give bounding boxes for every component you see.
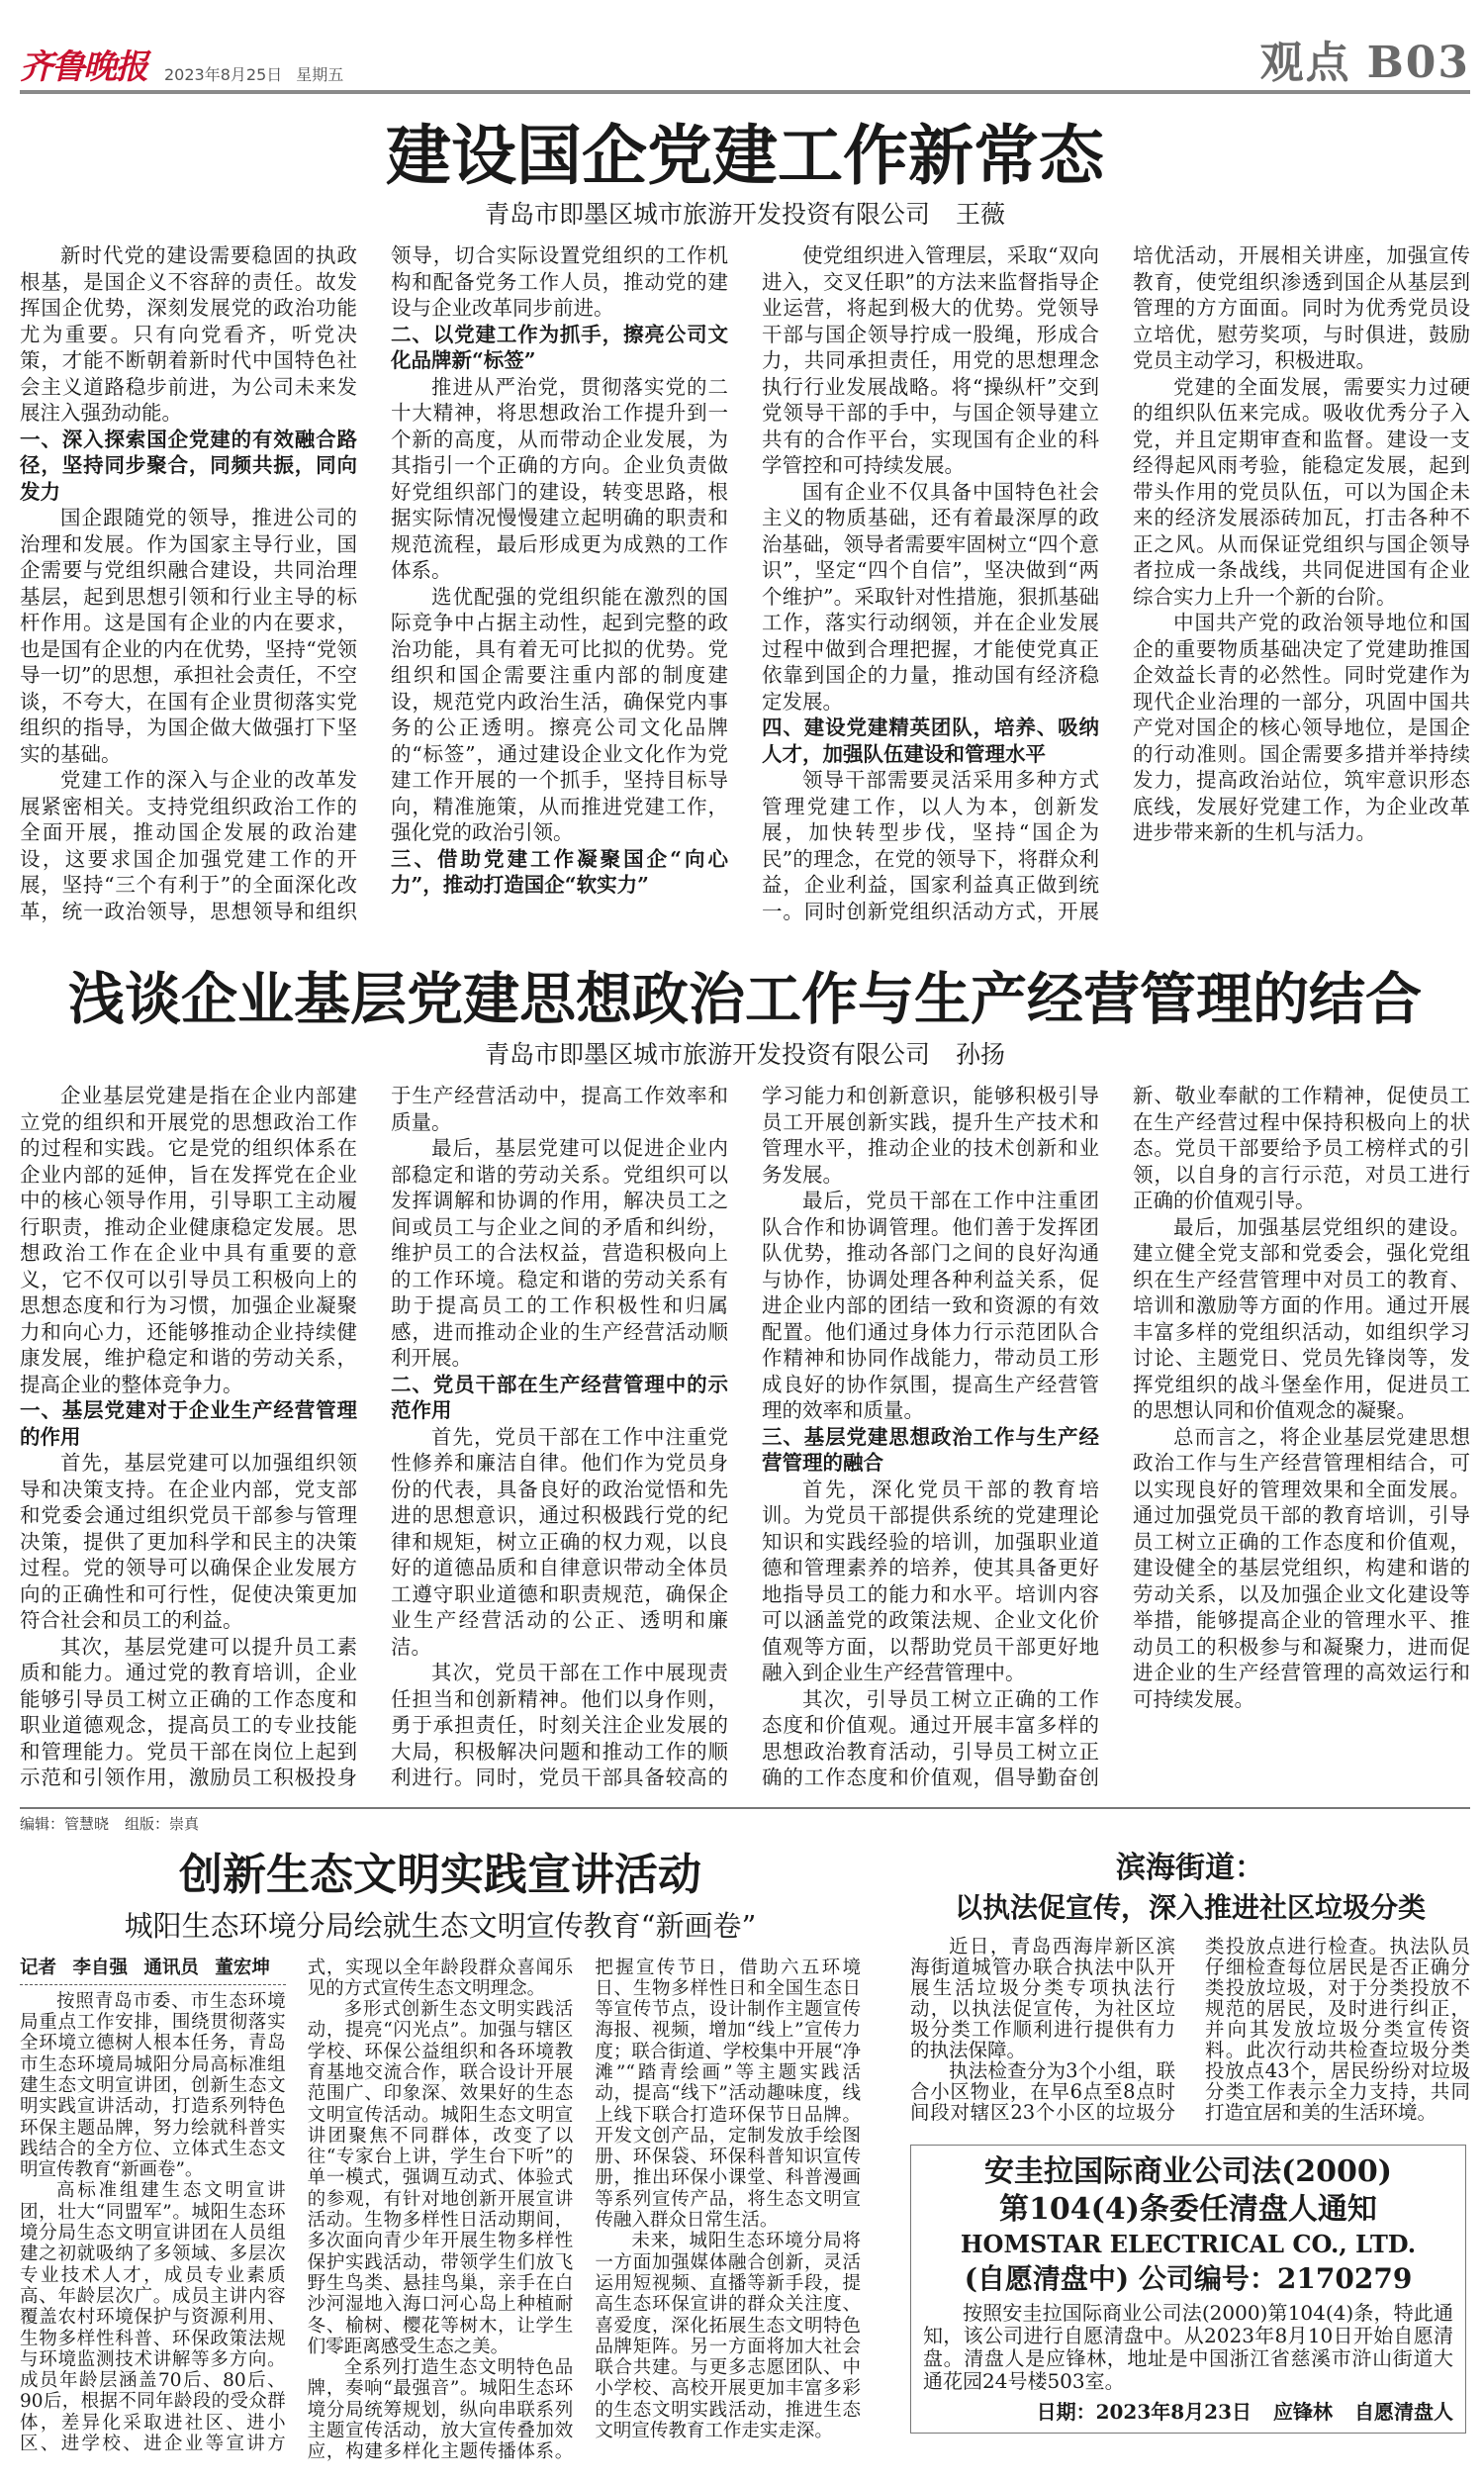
article1-byline xyxy=(20,199,1470,231)
masthead xyxy=(20,0,1470,87)
section-heading: 四、建设党建精英团队，培养、吸纳人才，加强队伍建设和管理水平 xyxy=(762,716,1099,766)
notice-company-en: HOMSTAR ELECTRICAL CO., LTD. xyxy=(960,2229,1417,2258)
paragraph: 使党组织进入管理层，采取“双向进入，交叉任职”的方法来监督指导企业运营，将起到极大的优势。党领导干部与国企领导拧成一股绳，形成合力，共同承担责任，用党的思想理念执行行业发展战略。将“操纵杆”交到党领导干部的手中，与国企领导建立共有的合作平台，实现国有企业的科学管控和可持续发展。 xyxy=(762,243,1099,477)
notice-title-line2: 第104(4)条委任清盘人通知 xyxy=(999,2191,1377,2227)
article2-byline xyxy=(20,1039,1470,1071)
paragraph: 最后，加强基层党组织的建设。建立健全党支部和党委会，强化党组织在生产经营管理中对员工的教育、培训和激励等方面的作用。通过开展丰富多样的党组织活动，如组织学习讨论、主题党日、党员先锋岗等，发挥党组织的战斗堡垒作用，促进员工的思想认同和价值观念的凝聚。 xyxy=(1133,1214,1470,1422)
paragraph: 选优配强的党组织能在激烈的国际竞争中占据主动性，起到完整的政治功能，具有着无可比拟的优势。党组织和国企需要注重内部的制度建设，规范党内政治生活，确保党内事务的公正透明。擦亮公司文化品牌的“标签”，通过建设企业文化作为党建工作开展的一个抓手，坚持目标导向，精准施策，从而推进党建工作，强化党的政治引领。 xyxy=(391,584,728,844)
article3-subtitle: 城阳生态环境分局绘就生态文明宣传教育“新画卷” xyxy=(124,1908,757,1943)
paragraph: 其次，基层党建可以提升员工素质和能力。通过党的教育培训，企业能够引导员工树立正确的工作态度和职业道德观念，提高员工的专业技能和管理能力。党员干部在岗位上起到示范和引领作用，激励员工积极投身于生产经营活动中，提高工作效率和质量。 xyxy=(20,1084,728,1789)
paragraph: 最后，党员干部在工作中注重团队合作和协调管理。他们善于发挥团队优势，推动各部门之间的良好沟通与协作，协调处理各种利益关系，促进企业内部的团结一致和资源的有效配置。他们通过身体力行示范团队合作精神和协同作战能力，带动员工形成良好的协作氛围，提高生产经营管理的效率和质量。 xyxy=(762,1189,1099,1422)
paragraph: 高标准组建生态文明宣讲团，壮大“同盟军”。城阳生态环境分局生态文明宣讲团在人员组建之初就吸纳了多领域、多层次专业技术人才，成员专业素质高、年龄层次广。成员主讲内容覆盖农村环境保护与资源利用、生物多样性科普、环保政策法规与环境监测技术讲解等多方向。成员年龄层涵盖70后、80后、90后，根据不同年龄段的受众群体，差异化采取进社区、进小区、进学校、进企业等宣讲方式，实现以全年龄段群众喜闻乐见的方式宣传生态文明理念。 xyxy=(20,1957,574,2455)
article3-body xyxy=(20,1958,861,2463)
paragraph: 最后，基层党建可以促进企业内部稳定和谐的劳动关系。党组织可以发挥调解和协调的作用，解决员工之间或员工与企业之间的矛盾和纠纷，维护员工的合法权益，营造积极向上的工作环境。稳定和谐的劳动关系有助于提高员工的工作积极性和归属感，进而推动企业的生产经营活动顺利开展。 xyxy=(391,1136,728,1370)
paragraph: 领导干部需要灵活采用多种方式管理党建工作，以人为本，创新发展，加快转型步伐，坚持“国企为民”的理念，在党的领导下，将群众利益，企业利益，国家利益真正做到统一。同时创新党组织活动方式，开展培优活动，开展相关讲座，加强宣传教育，使党组织渗透到国企从基层到管理的方方面面。同时为优秀党员设立培优，慰劳奖项，与时俱进，鼓励党员主动学习，积极进取。 xyxy=(762,243,1470,923)
article4-body xyxy=(910,1936,1470,2123)
paragraph: 未来，城阳生态环境分局将一方面加强媒体融合创新，灵活运用短视频、直播等新手段，提高生态环保宣讲的群众关注度、喜爱度，深化拓展生态文明特色品牌矩阵。另一方面将加大社会联合共建。与更多志愿团队、中小学校、高校开展更加丰富多彩的生态文明实践活动，推进生态文明宣传教育工作走实走深。 xyxy=(595,2231,861,2442)
paragraph: 其次，引导员工树立正确的工作态度和价值观。通过开展丰富多样的思想政治教育活动，引导员工树立正确的工作态度和价值观，倡导勤奋创新、敬业奉献的工作精神，促使员工在生产经营过程中保持积极向上的状态。党员干部要给予员工榜样式的引领，以自身的言行示范，对员工进行正确的价值观引导。 xyxy=(762,1084,1470,1789)
bottom-section xyxy=(20,1849,1470,2463)
masthead-left xyxy=(20,48,357,87)
section-header xyxy=(1260,40,1470,87)
paragraph: 执法检查分为3个小组，联合小区物业，在早6点至8点时间段对辖区23个小区的垃圾分类投放点进行检查。执法队员仔细检查每位居民是否正确分类投放垃圾，对于分类投放不规范的居民，及时进行纠正，并向其发放垃圾分类宣传资料。此次行动共检查垃圾分类投放点43个，居民纷纷对垃圾分类工作表示全力支持，共同打造宜居和美的生活环境。 xyxy=(910,1934,1470,2124)
article2-author: 孙扬 xyxy=(956,1040,1006,1069)
article4-title-line2: 以执法促宣传，深入推进社区垃圾分类 xyxy=(954,1890,1426,1924)
paragraph: 按照青岛市委、市生态环境局重点工作安排，围绕贯彻落实全环境立德树人根本任务，青岛市生态环境局城阳分局高标准组建生态文明宣讲团，创新生态文明实践宣讲活动，打造系列特色环保主题品牌，努力绘就科普实践结合的全方位、立体式生态文明宣传教育“新画卷”。 xyxy=(20,1990,286,2181)
notice-status: (自愿清盘中) 公司编号：2170279 xyxy=(964,2261,1413,2295)
editor-credit: 编辑：管慧晓 xyxy=(20,1814,110,1833)
notice-role: 自愿清盘人 xyxy=(1354,2399,1453,2424)
section-heading: 二、以党建工作为抓手，擦亮公司文化品牌新“标签” xyxy=(391,322,728,372)
paragraph: 总而言之，将企业基层党建思想政治工作与生产经营管理相结合，可以实现良好的管理效果和全面发展。通过加强党员干部的教育培训，引导员工树立正确的工作态度和价值观，建设健全的基层党组织，构建和谐的劳动关系，以及加强企业文化建设等举措，能够提高企业的管理水平、推动员工的积极参与和凝聚力，进而促进企业的生产经营管理的高效运行和可持续发展。 xyxy=(1133,1424,1470,1711)
paragraph: 国企跟随党的领导，推进公司的治理和发展。作为国家主导行业，国企需要与党组织融合建设，共同治理基层，起到思想引领和行业主导的标杆作用。这是国有企业的内在要求，也是国有企业的内在优势，坚持“党领导一切”的思想，承担社会责任，不空谈，不夸大，在国有企业贯彻落实党组织的指导，为国企做大做强打下坚实的基础。 xyxy=(20,506,357,766)
section-heading: 三、借助党建工作凝聚国企“向心力”，推动打造国企“软实力” xyxy=(391,846,728,897)
page-credits xyxy=(20,1813,1470,1835)
section-heading: 一、基层党建对于企业生产经营管理的作用 xyxy=(20,1398,357,1449)
notice-signer: 应锋林 xyxy=(1273,2399,1333,2424)
weekday-text: 星期五 xyxy=(296,65,344,84)
notice-body: 按照安圭拉国际商业公司法(2000)第104(4)条，特此通知，该公司进行自愿清盘中。从2023年8月10日开始自愿清盘。清盘人是应锋林，地址是中国浙江省慈溪市浒山街道大通花园24号楼503室。 xyxy=(923,2300,1453,2393)
section-heading: 三、基层党建思想政治工作与生产经营管理的融合 xyxy=(762,1424,1099,1475)
notice-signature xyxy=(923,2399,1453,2425)
paragraph: 国有企业不仅具备中国特色社会主义的物质基础，还有着最深厚的政治基础，领导者需要牢固树立“四个意识”，坚定“四个自信”，坚决做到“两个维护”。采取针对性措施，狠抓基础工作，落实行动纲领，并在企业发展过程中做到合理把握，才能使党真正依靠到国企的力量，推动国有经济稳定发展。 xyxy=(762,479,1099,714)
article2-title: 浅谈企业基层党建思想政治工作与生产经营管理的结合 xyxy=(68,966,1422,1032)
article1-org: 青岛市即墨区城市旅游开发投资有限公司 xyxy=(484,200,930,229)
paragraph: 企业基层党建是指在企业内部建立党的组织和开展党的思想政治工作的过程和实践。它是党的组织体系在企业内部的延伸，旨在发挥党在企业中的核心领导作用，引导职工主动履行职责，推动企业健康稳定发展。思想政治工作在企业中具有重要的意义，它不仅可以引导员工积极向上的思想态度和行为习惯，加强企业凝聚力和向心力，还能够推动企业持续健康发展，维护稳定和谐的劳动关系，提高企业的整体竞争力。 xyxy=(20,1084,357,1396)
article4-title-line1: 滨海街道： xyxy=(1116,1850,1264,1885)
paragraph: 党建的全面发展，需要实力过硬的组织队伍来完成。吸收优秀分子入党，并且定期审查和监督。建设一支经得起风雨考验，能稳定发展，起到带头作用的党员队伍，可以为国企未来的经济发展添砖加瓦，打击各种不正之风。从而保证党组织与国企领导者拉成一条战线，共同促进国有企业综合实力上升一个新的台阶。 xyxy=(1133,374,1470,609)
issue-date xyxy=(164,63,357,87)
section-name: 观点 xyxy=(1259,38,1351,88)
layout-credit: 组版：崇真 xyxy=(125,1814,200,1833)
paragraph: 其次，党员干部在工作中展现责任担当和创新精神。他们以身作则，勇于承担责任，时刻关注企业发展的大局，积极解决问题和推动工作的顺利进行。同时，党员干部具备较高的学习能力和创新意识，能够积极引导员工开展创新实践，提升生产技术和管理水平，推动企业的技术创新和业务发展。 xyxy=(391,1084,1099,1789)
paragraph: 新时代党的建设需要稳固的执政根基，是国企义不容辞的责任。故发挥国企优势，深刻发展党的政治功能尤为重要。只有向党看齐，听党决策，才能不断朝着新时代中国特色社会主义道路稳步前进，为公司未来发展注入强劲动能。 xyxy=(20,243,357,425)
section-heading: 一、深入探索国企党建的有效融合路径，坚持同步聚合，同频共振，同向发力 xyxy=(20,427,357,504)
article1-body xyxy=(20,242,1470,924)
article3-title: 创新生态文明实践宣讲活动 xyxy=(179,1849,701,1900)
notice-date: 日期：2023年8月23日 xyxy=(1036,2399,1252,2424)
article2-org: 青岛市即墨区城市旅游开发投资有限公司 xyxy=(484,1040,930,1069)
article3 xyxy=(20,1849,861,2463)
article2-body xyxy=(20,1083,1470,1791)
section-heading: 二、党员干部在生产经营管理中的示范作用 xyxy=(391,1372,728,1422)
paragraph: 多形式创新生态文明实践活动，提亮“闪光点”。加强与辖区学校、环保公益组织和各环境教育基地交流合作，联合设计开展范围广、印象深、效果好的生态文明宣传活动。城阳生态文明宣讲团聚焦不同群体，改变了以往“专家台上讲，学生台下听”的单一模式，强调互动式、体验式的参观，有针对地创新开展宣讲活动。生物多样性日活动期间，多次面向青少年开展生物多样性保护实践活动，带领学生们放飞野生鸟类、悬挂鸟巢，亲手在白沙河湿地入海口河心岛上种植耐冬、榆树、樱花等树木，让学生们零距离感受生态之美。 xyxy=(307,1999,574,2357)
header-divider xyxy=(20,90,1470,94)
paragraph: 中国共产党的政治领导地位和国企的重要物质基础决定了党建助推国企效益长青的必然性。同时党建作为现代企业治理的一部分，巩固中国共产党对国企的核心领导地位，是国企的行动准则。国企需要多措并举持续发力，提高政治站位，筑牢意识形态底线，发展好党建工作，为企业改革进步带来新的生机与活力。 xyxy=(1133,611,1470,844)
reporter-byline: 记者 李自强 通讯员 董宏坤 xyxy=(20,1958,286,1985)
paragraph: 党建工作的深入与企业的改革发展紧密相关。支持党组织政治工作的全面开展，推动国企发展的政治建设，这要求国企加强党建工作的开展，坚持“三个有利于”的全面深化改革，统一政治领导，思想领导和组织领导，切合实际设置党组织的工作机构和配备党务工作人员，推动党的建设与企业改革同步前进。 xyxy=(20,243,728,923)
paragraph: 推进从严治党，贯彻落实党的二十大精神，将思想政治工作提升到一个新的高度，从而带动企业发展，为其指引一个正确的方向。企业负责做好党组织部门的建设，转变思路，根据实际情况慢慢建立起明确的职责和规范流程，最后形成更为成熟的工作体系。 xyxy=(391,374,728,582)
notice-title-line1: 安圭拉国际商业公司法(2000) xyxy=(984,2153,1392,2189)
date-text: 2023年8月25日 xyxy=(164,65,283,84)
article1-author: 王薇 xyxy=(956,200,1006,229)
right-column xyxy=(910,1849,1470,2463)
paragraph: 首先，党员干部在工作中注重党性修养和廉洁自律。他们作为党员身份的代表，具备良好的政治觉悟和先进的思想意识，通过积极践行党的纪律和规矩，树立正确的权力观，以良好的道德品质和自律意识带动全体员工遵守职业道德和职责规范，确保企业生产经营活动的公正、透明和廉洁。 xyxy=(391,1424,728,1659)
article1-title: 建设国企党建工作新常态 xyxy=(386,117,1104,194)
paragraph: 首先，基层党建可以加强组织领导和决策支持。在企业内部，党支部和党委会通过组织党员干部参与管理决策，提供了更加科学和民主的决策过程。党的领导可以确保企业发展方向的正确性和可行性，促使决策更加符合社会和员工的利益。 xyxy=(20,1451,357,1632)
paragraph: 首先，深化党员干部的教育培训。为党员干部提供系统的党建理论知识和实践经验的培训，加强职业道德和管理素养的培养，使其具备更好地指导员工的能力和水平。培训内容可以涵盖党的政策法规、企业文化价值观等方面，以帮助党员干部更好地融入到企业生产经营管理中。 xyxy=(762,1477,1099,1684)
paragraph: 近日，青岛西海岸新区滨海街道城管办联合执法中队开展生活垃圾分类专项执法行动，以执法促宣传，为社区垃圾分类工作顺利进行提供有力的执法保障。 xyxy=(910,1934,1175,2061)
section-divider xyxy=(20,1807,1470,1809)
paragraph: 全系列打造生态文明特色品牌，奏响“最强音”。城阳生态环境分局统筹规划，纵向串联系列主题宣传活动，放大宣传叠加效应，构建多样化主题传播体系。把握宣传节日，借助六五环境日、生物多样性日和全国生态日等宣传节点，设计制作主题宣传海报、视频，增加“线上”宣传力度；联合街道、学校集中开展“净滩”“踏青绘画”等主题实践活动，提高“线下”活动趣味度，线上线下联合打造环保节日品牌。开发文创产品，定制发放手绘图册、环保袋、环保科普知识宣传册，推出环保小课堂、科普漫画等系列宣传产品，将生态文明宣传融入群众日常生活。 xyxy=(307,1957,861,2463)
liquidation-notice xyxy=(910,2145,1466,2434)
page-number: B03 xyxy=(1366,38,1470,88)
newspaper-logo: 齐鲁晚报 xyxy=(20,48,146,87)
